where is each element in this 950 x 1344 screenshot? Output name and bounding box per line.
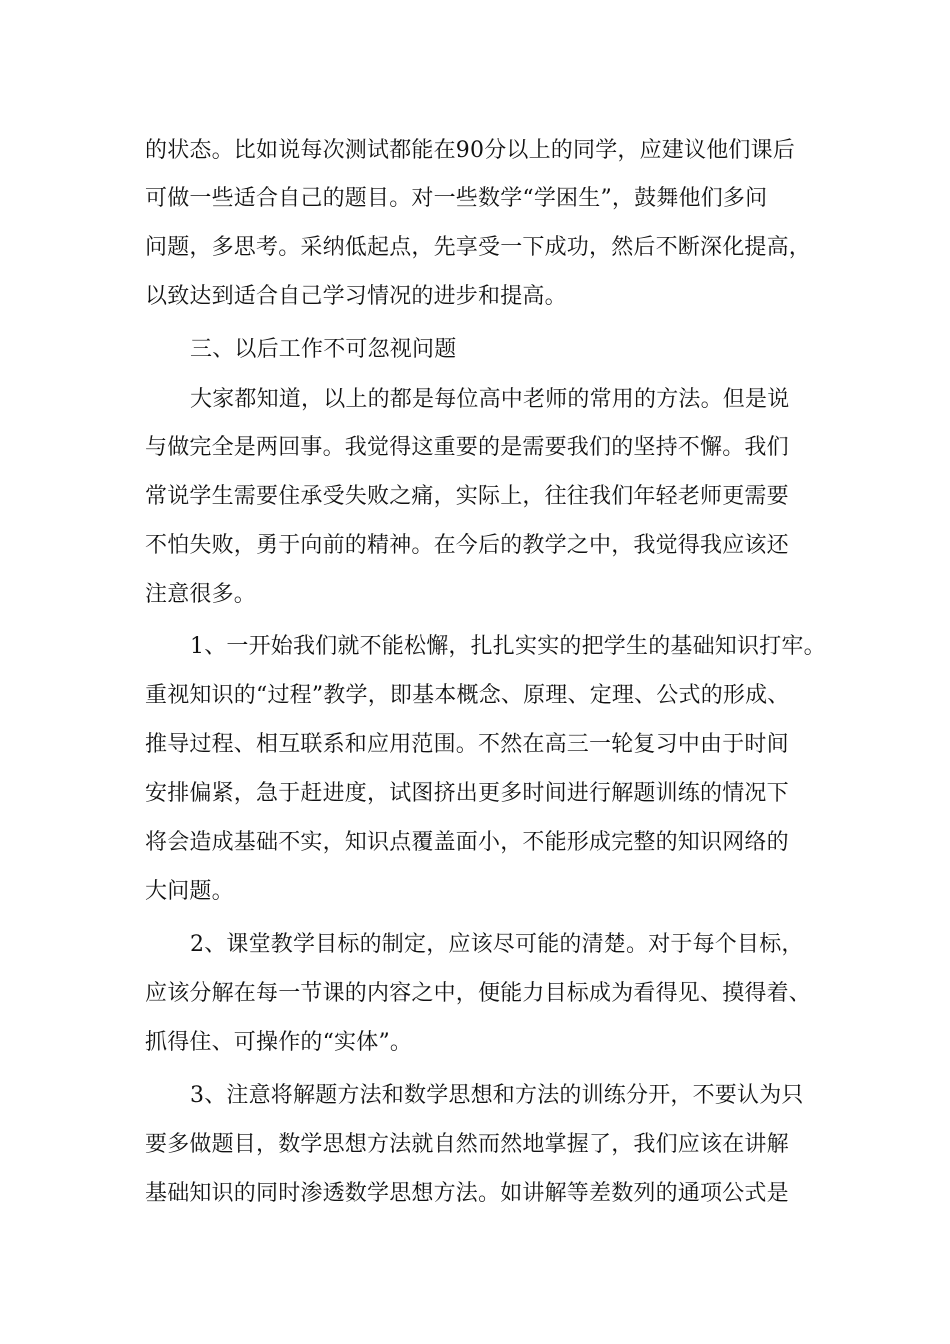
text-line: 要多做题目，数学思想方法就自然而然地掌握了，我们应该在讲解 [145,1132,789,1157]
text-line: 大问题。 [145,879,234,904]
text-line: 的状态。比如说每次测试都能在90分以上的同学，应建议他们课后 [145,138,795,163]
list-item: 3、注意将解题方法和数学思想和方法的训练分开，不要认为只 [190,1083,804,1108]
text-line: 与做完全是两回事。我觉得这重要的是需要我们的坚持不懈。我们 [145,435,789,460]
text-line: 抓得住、可操作的“实体”。 [145,1030,413,1055]
text-line: 大家都知道，以上的都是每位高中老师的常用的方法。但是说 [190,387,790,412]
text-line: 推导过程、相互联系和应用范围。不然在高三一轮复习中由于时间 [145,732,789,757]
text-line: 基础知识的同时渗透数学思想方法。如讲解等差数列的通项公式是 [145,1181,789,1206]
text-line: 可做一些适合自己的题目。对一些数学“学困生”，鼓舞他们多问 [145,186,768,211]
text-line: 注意很多。 [145,582,257,607]
text-line: 应该分解在每一节课的内容之中，便能力目标成为看得见、摸得着、 [145,981,812,1006]
list-item: 2、课堂教学目标的制定，应该尽可能的清楚。对于每个目标， [190,932,804,957]
text-line: 安排偏紧，急于赶进度，试图挤出更多时间进行解题训练的情况下 [145,781,789,806]
text-line: 重视知识的“过程”教学，即基本概念、原理、定理、公式的形成、 [145,683,790,708]
text-line: 不怕失败，勇于向前的精神。在今后的教学之中，我觉得我应该还 [145,533,789,558]
text-line: 将会造成基础不实，知识点覆盖面小，不能形成完整的知识网络的 [145,830,789,855]
text-line: 以致达到适合自己学习情况的进步和提高。 [145,284,567,309]
text-line: 问题，多思考。采纳低起点，先享受一下成功，然后不断深化提高， [145,235,812,260]
section-heading: 三、以后工作不可忽视问题 [190,337,457,362]
list-item: 1、一开始我们就不能松懈，扎扎实实的把学生的基础知识打牢。 [190,634,826,659]
text-line: 常说学生需要住承受失败之痛，实际上，往往我们年轻老师更需要 [145,484,789,509]
